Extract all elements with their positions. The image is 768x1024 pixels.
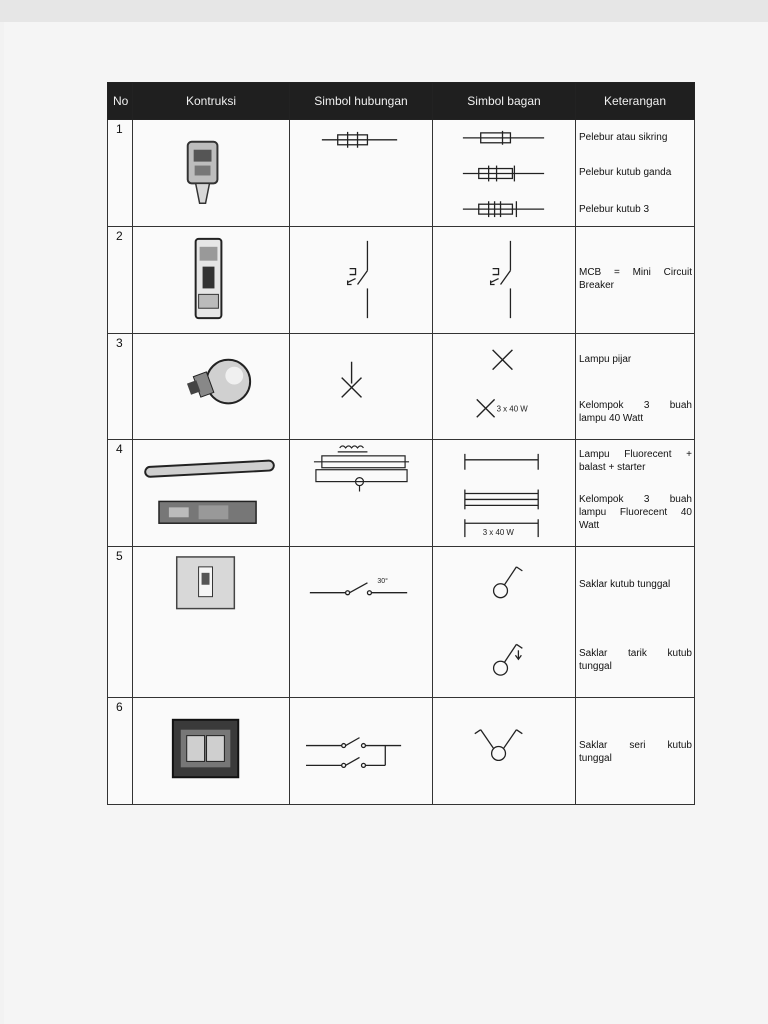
fuse-photo (133, 120, 290, 227)
lamp-wiring-symbol (290, 334, 433, 440)
mcb-description (576, 227, 695, 334)
description-line: lampu Fluorecent 40 (579, 507, 692, 518)
row-number: 3 (108, 334, 133, 440)
mcb-wiring-symbol (290, 227, 433, 334)
switch-photo (133, 547, 290, 698)
row-number: 4 (108, 440, 133, 547)
description-line: Breaker (579, 280, 615, 291)
series-switch-schematic-symbol (433, 698, 576, 805)
switch-angle-label: 30° (377, 577, 388, 585)
fuse-description (576, 120, 695, 227)
fuse-wiring-symbol (290, 120, 433, 227)
table-row (108, 120, 695, 227)
description-line: tunggal (579, 753, 612, 764)
description-line: Watt (579, 520, 600, 531)
description-line: Kelompok 3 buah (579, 400, 692, 411)
description-line: balast + starter (579, 462, 646, 473)
series-switch-photo (133, 698, 290, 805)
series-switch-wiring-symbol (290, 698, 433, 805)
table-row (108, 547, 695, 698)
fluorescent-description (576, 440, 695, 547)
table-row (108, 698, 695, 805)
fluorescent-group-label: 3 x 40 W (482, 528, 514, 538)
switch-wiring-symbol (290, 547, 433, 698)
row-number: 1 (108, 120, 133, 227)
series-switch-description (576, 698, 695, 805)
switch-schematic-symbols (433, 547, 576, 698)
table-row (108, 227, 695, 334)
bulb-photo (133, 334, 290, 440)
description-line: MCB = Mini Circuit (579, 267, 692, 278)
mcb-photo (133, 227, 290, 334)
header-row (108, 83, 695, 120)
description-line: Lampu Fluorecent + (579, 449, 692, 460)
description-line: lampu 40 Watt (579, 413, 644, 424)
description-line: Lampu pijar (579, 354, 632, 365)
description-line: Pelebur atau sikring (579, 132, 668, 143)
table-row (108, 440, 695, 547)
fluorescent-schematic-symbols (433, 440, 576, 547)
header-keterangan: Keterangan (576, 83, 695, 120)
description-line: Saklar tarik kutub (579, 648, 692, 659)
description-line: Kelompok 3 buah (579, 494, 692, 505)
fluorescent-photo (133, 440, 290, 547)
description-line: Saklar kutub tunggal (579, 579, 671, 590)
fluorescent-wiring-symbol (290, 440, 433, 547)
table-row (108, 334, 695, 440)
row-number: 5 (108, 547, 133, 698)
row-number: 6 (108, 698, 133, 805)
header-konstruksi: Kontruksi (133, 83, 290, 120)
switch-description (576, 547, 695, 698)
fuse-schematic-symbols (433, 120, 576, 227)
row-number: 2 (108, 227, 133, 334)
lamp-group-label: 3 x 40 W (496, 404, 528, 414)
header-no: No (108, 83, 133, 120)
header-simbol-hubungan: Simbol hubungan (290, 83, 433, 120)
description-line: Pelebur kutub ganda (579, 167, 672, 178)
scan-top-strip (0, 0, 768, 22)
header-simbol-bagan: Simbol bagan (433, 83, 576, 120)
description-line: Saklar seri kutub (579, 740, 692, 751)
description-line: tunggal (579, 661, 612, 672)
description-line: Pelebur kutub 3 (579, 204, 650, 215)
mcb-schematic-symbol (433, 227, 576, 334)
lamp-schematic-symbols (433, 334, 576, 440)
lamp-description (576, 334, 695, 440)
electrical-symbol-table (107, 82, 695, 805)
